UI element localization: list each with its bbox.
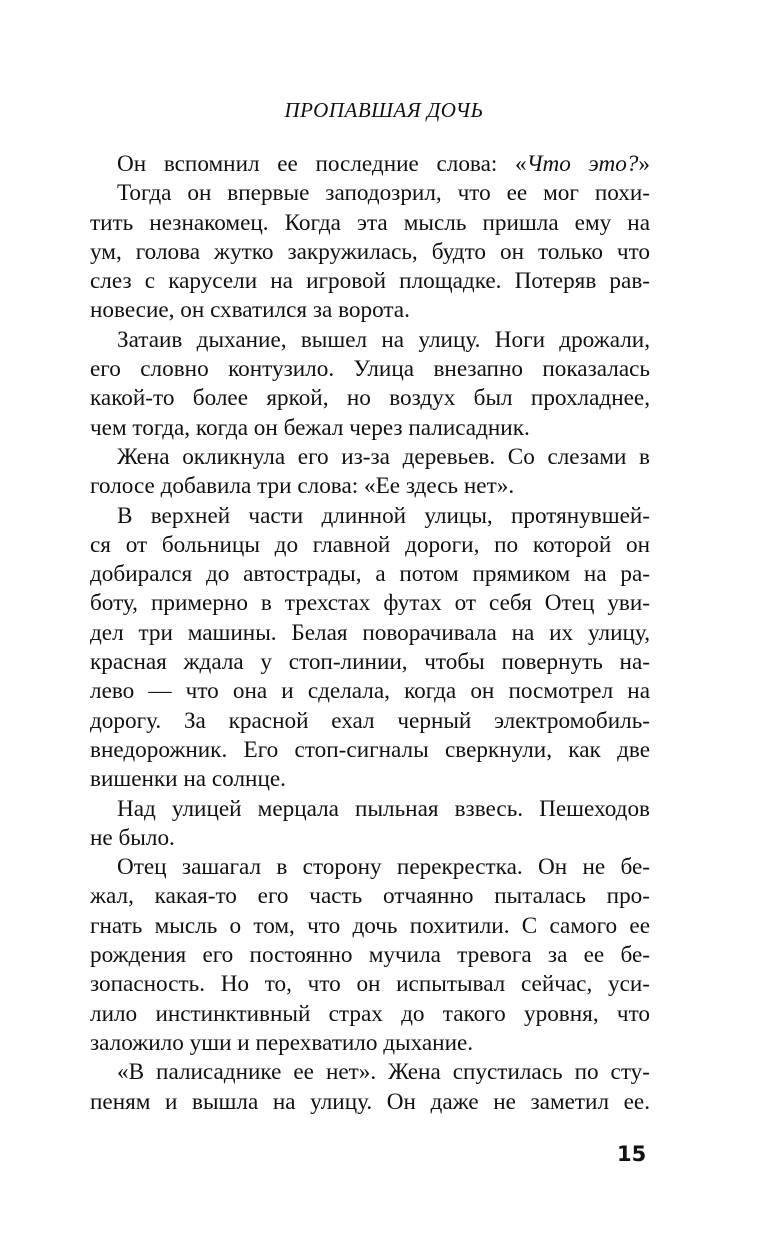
text-line: вишенки на солнце.: [90, 766, 286, 793]
text-line: пеням и вышла на улицу. Он даже не заметил ее.: [90, 1088, 650, 1115]
text-line: чем тогда, когда он бежал через палисадник.: [90, 414, 530, 441]
text-line: Затаив дыхание, вышел на улицу. Ноги дрожали,: [117, 326, 650, 353]
text-line: лило инстинктивный страх до такого уровня, что: [90, 1000, 650, 1027]
body-text: [90, 150, 650, 1117]
text-line: не было.: [90, 824, 175, 851]
text-line: рождения его постоянно мучила тревога за ее бе-: [90, 942, 650, 969]
text-line: внедорожник. Его стоп-сигналы сверкнули, как две: [90, 736, 650, 763]
text-line: тить незнакомец. Когда эта мысль пришла ему на: [90, 209, 650, 236]
text-line: дорогу. За красной ехал черный электромобиль-: [90, 707, 650, 734]
text-line: Тогда он впервые заподозрил, что ее мог похи-: [117, 180, 650, 207]
text-line: Отец зашагал в сторону перекрестка. Он не бе-: [117, 854, 650, 881]
text-line: ся от больницы до главной дороги, по которой он: [90, 531, 650, 558]
text-line: слез с карусели на игровой площадке. Потеряв рав-: [90, 268, 650, 295]
text-line: какой-то более яркой, но воздух был прохладнее,: [90, 385, 650, 412]
text-line: боту, примерно в трехстах футах от себя Отец уви-: [90, 590, 650, 617]
running-head: ПРОПАВШАЯ ДОЧЬ: [284, 98, 484, 122]
text-line: зопасность. Но то, что он испытывал сейчас, уси-: [90, 971, 650, 998]
text-line: «В палисаднике ее нет». Жена спустилась по сту-: [117, 1059, 650, 1086]
text-line: Он вспомнил ее последние слова: «Что это?»: [117, 151, 650, 177]
text-line: красная ждала у стоп-линии, чтобы повернуть на-: [90, 649, 650, 676]
text-line: его словно контузило. Улица внезапно показалась: [90, 356, 650, 383]
page-number: 15: [617, 1142, 647, 1166]
text-line: дел три машины. Белая поворачивала на их улицу,: [90, 619, 650, 646]
text-line: голосе добавила три слова: «Ее здесь нет».: [90, 473, 515, 500]
text-line: Над улицей мерцала пыльная взвесь. Пешеходов: [117, 795, 650, 822]
text-line: жал, какая-то его часть отчаянно пыталась про-: [90, 883, 650, 910]
text-line: ум, голова жутко закружилась, будто он только что: [90, 238, 650, 265]
text-line: лево — что она и сделала, когда он посмотрел на: [90, 678, 650, 705]
text-line: заложило уши и перехватило дыхание.: [90, 1029, 474, 1056]
text-line: гнать мысль о том, что дочь похитили. С самого ее: [90, 912, 650, 939]
text-line: добирался до автострады, а потом прямиком на ра-: [90, 561, 650, 588]
text-line: Жена окликнула его из-за деревьев. Со слезами в: [117, 443, 650, 470]
text-line: новесие, он схватился за ворота.: [90, 297, 410, 324]
text-line: В верхней части длинной улицы, протянувшей-: [117, 502, 650, 529]
